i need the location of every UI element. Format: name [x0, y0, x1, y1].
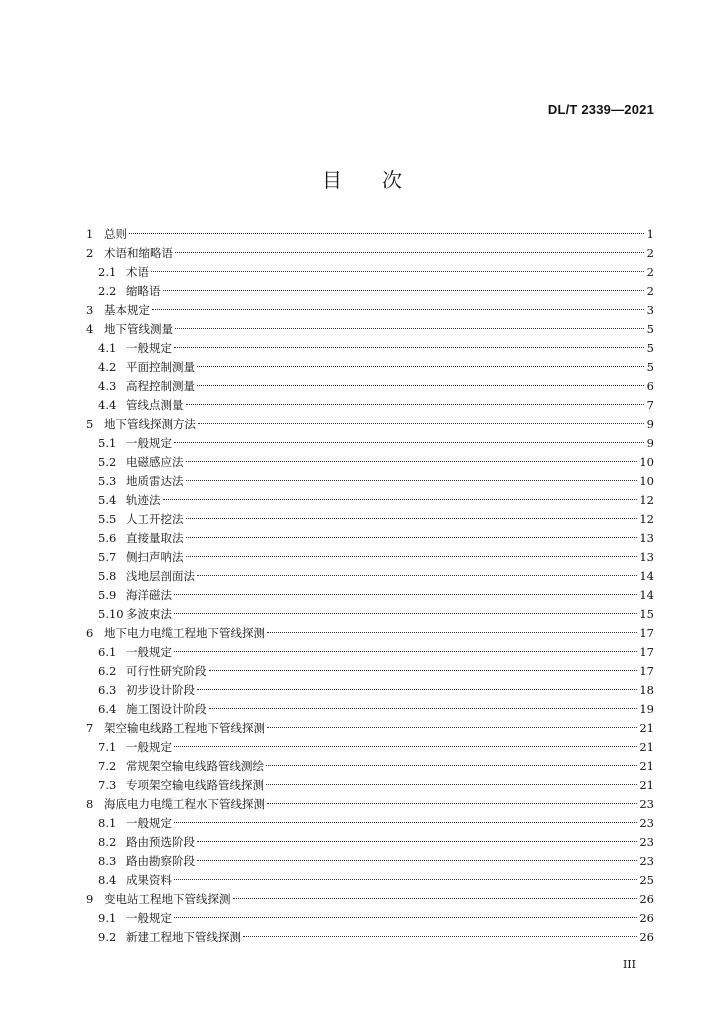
page-title: 目次: [322, 168, 442, 192]
dot-leader: [174, 651, 637, 652]
toc-entry-number: 8.2: [98, 835, 117, 849]
toc-entry-label: 管线点测量: [126, 398, 184, 412]
toc-entry[interactable]: [86, 681, 654, 700]
toc-entry-number: 7: [86, 721, 94, 735]
toc-entry[interactable]: [86, 852, 654, 871]
toc-entry-label: 一般规定: [126, 911, 172, 925]
toc-entry-number: 5.5: [98, 512, 117, 526]
toc-entry-number: 1: [86, 227, 94, 241]
toc-entry-label: 一般规定: [126, 436, 172, 450]
toc-entry-number: 6.2: [98, 664, 117, 678]
toc-entry-number: 9.2: [98, 930, 117, 944]
dot-leader: [197, 385, 644, 386]
toc-entry-page: 12: [639, 493, 654, 507]
page-number: III: [622, 958, 636, 971]
dot-leader: [151, 271, 644, 272]
toc-entry-number: 8.4: [98, 873, 117, 887]
toc-entry-label: 术语: [126, 265, 149, 279]
toc-entry-label: 地质雷达法: [126, 474, 184, 488]
toc-entry[interactable]: [86, 339, 654, 358]
toc-entry-label: 一般规定: [126, 740, 172, 754]
toc-entry[interactable]: [86, 890, 654, 909]
toc-entry[interactable]: [86, 871, 654, 890]
toc-entry-number: 2.2: [98, 284, 117, 298]
toc-entry-page: 26: [639, 911, 654, 925]
toc-entry-label: 可行性研究阶段: [126, 664, 207, 678]
dot-leader: [197, 860, 637, 861]
toc-entry-label: 人工开挖法: [126, 512, 184, 526]
table-of-contents: [86, 225, 654, 947]
toc-entry[interactable]: [86, 358, 654, 377]
toc-entry[interactable]: [86, 757, 654, 776]
toc-entry-page: 2: [646, 265, 654, 279]
toc-entry-label: 地下管线测量: [104, 322, 173, 336]
toc-entry-number: 4: [86, 322, 94, 336]
toc-entry[interactable]: [86, 700, 654, 719]
toc-entry[interactable]: [86, 510, 654, 529]
toc-entry-label: 缩略语: [126, 284, 161, 298]
dot-leader: [233, 898, 638, 899]
standard-code: DL/T 2339—2021: [547, 102, 654, 117]
dot-leader: [129, 233, 644, 234]
toc-entry-label: 基本规定: [104, 303, 150, 317]
toc-entry-page: 10: [639, 455, 654, 469]
dot-leader: [175, 252, 644, 253]
toc-entry-number: 9.1: [98, 911, 117, 925]
toc-entry-page: 9: [646, 417, 654, 431]
dot-leader: [266, 765, 637, 766]
toc-entry[interactable]: [86, 320, 654, 339]
toc-entry-label: 多波束法: [126, 607, 172, 621]
toc-entry-number: 8.1: [98, 816, 117, 830]
toc-entry-page: 10: [639, 474, 654, 488]
dot-leader: [267, 727, 637, 728]
toc-entry-page: 19: [639, 702, 654, 716]
toc-entry[interactable]: [86, 491, 654, 510]
toc-entry-page: 13: [639, 550, 654, 564]
toc-entry-page: 18: [639, 683, 654, 697]
dot-leader: [174, 442, 644, 443]
toc-entry-number: 5.10: [98, 607, 124, 621]
toc-entry-number: 5.2: [98, 455, 117, 469]
toc-entry-page: 6: [646, 379, 654, 393]
toc-entry-number: 6.4: [98, 702, 117, 716]
toc-entry-number: 5.8: [98, 569, 117, 583]
toc-entry-label: 地下管线探测方法: [104, 417, 196, 431]
toc-entry-page: 21: [639, 740, 654, 754]
toc-entry-label: 新建工程地下管线探测: [126, 930, 241, 944]
dot-leader: [197, 689, 637, 690]
toc-entry-number: 6.3: [98, 683, 117, 697]
toc-entry-number: 8.3: [98, 854, 117, 868]
dot-leader: [186, 461, 638, 462]
toc-entry-page: 17: [639, 645, 654, 659]
toc-entry-number: 6: [86, 626, 94, 640]
toc-entry-label: 路由预选阶段: [126, 835, 195, 849]
toc-entry-page: 21: [639, 721, 654, 735]
toc-entry[interactable]: [86, 225, 654, 244]
toc-entry-page: 21: [639, 759, 654, 773]
toc-entry-number: 5.9: [98, 588, 117, 602]
toc-entry-page: 14: [639, 588, 654, 602]
toc-entry[interactable]: [86, 928, 654, 947]
toc-entry-page: 23: [639, 854, 654, 868]
toc-entry-number: 4.3: [98, 379, 117, 393]
toc-entry-label: 一般规定: [126, 816, 172, 830]
dot-leader: [174, 594, 637, 595]
dot-leader: [186, 556, 638, 557]
toc-entry-number: 7.3: [98, 778, 117, 792]
toc-entry-label: 变电站工程地下管线探测: [104, 892, 231, 906]
toc-entry[interactable]: [86, 301, 654, 320]
toc-entry-number: 8: [86, 797, 94, 811]
toc-entry[interactable]: [86, 776, 654, 795]
toc-entry-page: 21: [639, 778, 654, 792]
toc-entry-page: 5: [646, 341, 654, 355]
toc-entry-page: 1: [646, 227, 654, 241]
toc-entry-label: 术语和缩略语: [104, 246, 173, 260]
toc-entry-number: 5.3: [98, 474, 117, 488]
toc-entry[interactable]: [86, 833, 654, 852]
toc-entry[interactable]: [86, 263, 654, 282]
dot-leader: [186, 537, 638, 538]
toc-entry[interactable]: [86, 814, 654, 833]
toc-entry[interactable]: [86, 795, 654, 814]
toc-entry-number: 4.2: [98, 360, 117, 374]
toc-entry[interactable]: [86, 472, 654, 491]
toc-entry-page: 9: [646, 436, 654, 450]
toc-entry-label: 施工图设计阶段: [126, 702, 207, 716]
toc-entry-page: 26: [639, 892, 654, 906]
toc-entry-number: 5.7: [98, 550, 117, 564]
dot-leader: [209, 708, 638, 709]
toc-entry-page: 26: [639, 930, 654, 944]
dot-leader: [197, 841, 637, 842]
dot-leader: [174, 347, 644, 348]
toc-entry-label: 高程控制测量: [126, 379, 195, 393]
toc-entry-page: 7: [646, 398, 654, 412]
toc-entry[interactable]: [86, 415, 654, 434]
toc-entry-number: 5: [86, 417, 94, 431]
toc-entry[interactable]: [86, 738, 654, 757]
toc-entry-number: 2.1: [98, 265, 117, 279]
toc-entry[interactable]: [86, 586, 654, 605]
dot-leader: [267, 632, 637, 633]
dot-leader: [163, 499, 638, 500]
toc-entry-number: 7.2: [98, 759, 117, 773]
toc-entry-label: 电磁感应法: [126, 455, 184, 469]
toc-entry-label: 海洋磁法: [126, 588, 172, 602]
toc-entry-label: 直接量取法: [126, 531, 184, 545]
dot-leader: [174, 822, 637, 823]
dot-leader: [267, 803, 637, 804]
toc-entry-label: 架空输电线路工程地下管线探测: [104, 721, 265, 735]
dot-leader: [163, 290, 645, 291]
dot-leader: [174, 746, 637, 747]
dot-leader: [174, 917, 637, 918]
toc-entry[interactable]: [86, 567, 654, 586]
toc-entry-number: 3: [86, 303, 94, 317]
dot-leader: [186, 404, 645, 405]
dot-leader: [266, 784, 637, 785]
dot-leader: [243, 936, 637, 937]
toc-entry-label: 平面控制测量: [126, 360, 195, 374]
toc-entry-number: 5.1: [98, 436, 117, 450]
toc-entry[interactable]: [86, 244, 654, 263]
toc-entry[interactable]: [86, 548, 654, 567]
dot-leader: [174, 613, 637, 614]
toc-entry[interactable]: [86, 396, 654, 415]
toc-entry-label: 总则: [104, 227, 127, 241]
toc-entry-label: 浅地层剖面法: [126, 569, 195, 583]
toc-entry-number: 7.1: [98, 740, 117, 754]
toc-entry-label: 成果资料: [126, 873, 172, 887]
dot-leader: [152, 309, 644, 310]
toc-entry-page: 5: [646, 360, 654, 374]
toc-entry-page: 2: [646, 284, 654, 298]
toc-entry-number: 4.1: [98, 341, 117, 355]
toc-entry[interactable]: [86, 453, 654, 472]
toc-entry-label: 一般规定: [126, 645, 172, 659]
toc-entry[interactable]: [86, 643, 654, 662]
toc-entry-label: 海底电力电缆工程水下管线探测: [104, 797, 265, 811]
toc-entry-page: 23: [639, 797, 654, 811]
dot-leader: [186, 480, 638, 481]
toc-entry-page: 25: [639, 873, 654, 887]
toc-entry-number: 9: [86, 892, 94, 906]
dot-leader: [197, 575, 637, 576]
toc-entry-page: 3: [646, 303, 654, 317]
toc-entry-page: 23: [639, 835, 654, 849]
toc-entry-number: 4.4: [98, 398, 117, 412]
toc-entry-label: 专项架空输电线路管线探测: [126, 778, 264, 792]
toc-entry-label: 常规架空输电线路管线测绘: [126, 759, 264, 773]
toc-entry-label: 轨迹法: [126, 493, 161, 507]
toc-entry[interactable]: [86, 719, 654, 738]
toc-entry-number: 6.1: [98, 645, 117, 659]
toc-entry-page: 17: [639, 664, 654, 678]
toc-entry-label: 初步设计阶段: [126, 683, 195, 697]
toc-entry-page: 2: [646, 246, 654, 260]
toc-entry[interactable]: [86, 529, 654, 548]
dot-leader: [174, 879, 637, 880]
toc-entry-label: 一般规定: [126, 341, 172, 355]
toc-entry[interactable]: [86, 434, 654, 453]
toc-entry-page: 23: [639, 816, 654, 830]
dot-leader: [198, 423, 644, 424]
toc-entry-label: 侧扫声呐法: [126, 550, 184, 564]
toc-entry[interactable]: [86, 605, 654, 624]
toc-entry[interactable]: [86, 282, 654, 301]
dot-leader: [186, 518, 638, 519]
toc-entry-page: 14: [639, 569, 654, 583]
toc-entry-label: 地下电力电缆工程地下管线探测: [104, 626, 265, 640]
toc-entry-number: 5.6: [98, 531, 117, 545]
dot-leader: [209, 670, 638, 671]
toc-entry-page: 17: [639, 626, 654, 640]
dot-leader: [175, 328, 644, 329]
toc-entry[interactable]: [86, 624, 654, 643]
toc-entry[interactable]: [86, 909, 654, 928]
toc-entry[interactable]: [86, 662, 654, 681]
toc-entry-number: 5.4: [98, 493, 117, 507]
toc-entry-label: 路由勘察阶段: [126, 854, 195, 868]
toc-entry[interactable]: [86, 377, 654, 396]
toc-entry-page: 13: [639, 531, 654, 545]
toc-entry-page: 12: [639, 512, 654, 526]
toc-entry-number: 2: [86, 246, 94, 260]
toc-entry-page: 5: [646, 322, 654, 336]
dot-leader: [197, 366, 644, 367]
toc-entry-page: 15: [639, 607, 654, 621]
